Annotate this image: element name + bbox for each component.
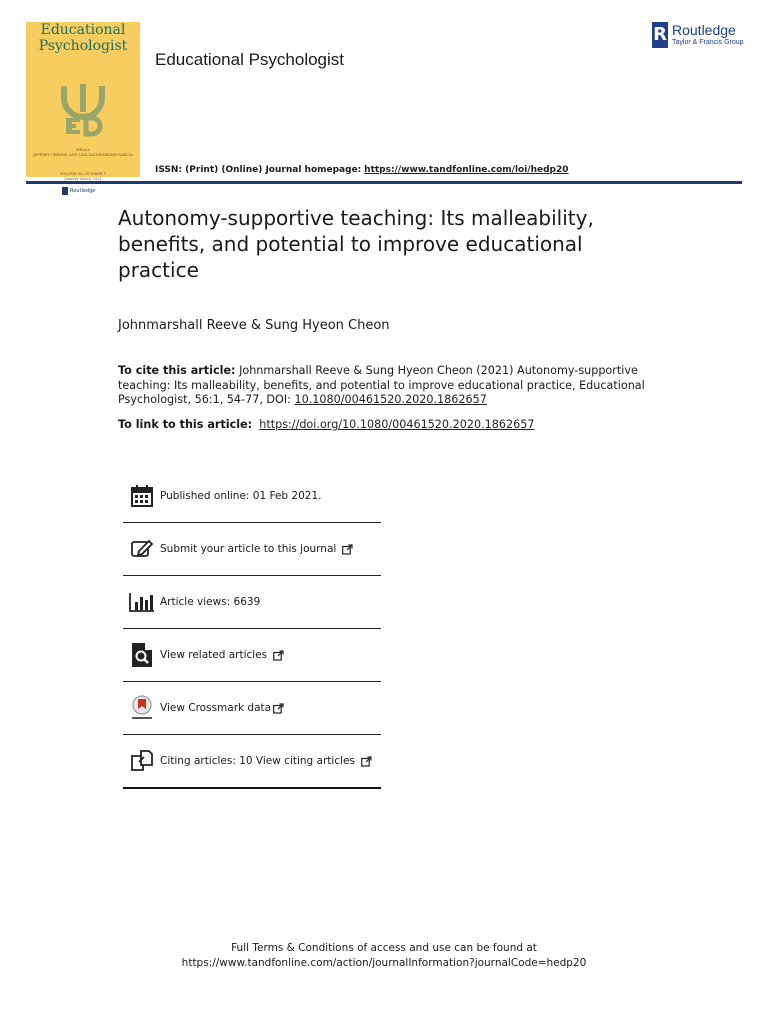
submit-article-row[interactable]	[123, 523, 381, 576]
article-title: Autonomy-supportive teaching: Its malleability, benefits, and potential to improve educational practice	[118, 206, 594, 282]
article-doi-link[interactable]: https://doi.org/10.1080/00461520.2020.1862657	[259, 418, 535, 431]
footer-terms-link[interactable]: https://www.tandfonline.com/action/journalInformation?journalCode=hedp20	[181, 956, 587, 969]
related-articles-row[interactable]	[123, 629, 381, 682]
psi-logo-icon	[56, 82, 110, 136]
citing-articles-row[interactable]	[123, 735, 381, 789]
cover-title	[26, 22, 140, 54]
routledge-logo-icon	[652, 22, 668, 48]
brand-name: Routledge	[672, 22, 736, 38]
crossmark-row[interactable]	[123, 682, 381, 735]
routledge-brand[interactable]	[652, 22, 744, 48]
cover-issue: VOLUME 56, NUMBER 1 January-March 2021	[59, 172, 107, 181]
citing-articles-icon	[127, 746, 157, 776]
link-label: To link to this article:	[118, 418, 253, 431]
published-online-row	[123, 470, 381, 523]
external-link-icon	[361, 756, 372, 767]
routledge-logo-letter: R	[653, 24, 667, 45]
edit-icon	[127, 534, 157, 564]
published-online-text: Published online: 01 Feb 2021.	[160, 490, 322, 502]
article-views-row	[123, 576, 381, 629]
external-link-icon	[273, 703, 284, 714]
article-views-text: Article views: 6639	[160, 596, 261, 608]
brand-subtitle: Taylor & Francis Group	[672, 39, 744, 46]
cite-doi-link[interactable]: 10.1080/00461520.2020.1862657	[294, 393, 487, 406]
article-authors: Johnmarshall Reeve & Sung Hyeon Cheon	[118, 318, 390, 333]
search-document-icon	[127, 640, 157, 670]
cover-routledge-icon	[62, 187, 68, 195]
article-link-block	[118, 418, 658, 432]
cover-publisher	[62, 186, 95, 196]
header-divider	[26, 181, 742, 184]
cover-title-line1: Educational	[40, 22, 126, 38]
cite-text: Johnmarshall Reeve & Sung Hyeon Cheon (2021) Autonomy-supportive teaching: Its malleability, benefits, and potential to improve educational practice, Educational Psychologist, 56:1, 54-77, DOI:	[118, 364, 645, 406]
journal-homepage-link[interactable]: https://www.tandfonline.com/loi/hedp20	[364, 165, 569, 175]
cover-publisher-label: Routledge	[70, 188, 96, 194]
bar-chart-icon	[127, 587, 157, 617]
issn-line	[155, 165, 569, 175]
calendar-icon	[127, 481, 157, 511]
cite-label: To cite this article:	[118, 364, 236, 377]
citation-block	[118, 364, 658, 408]
related-articles-link[interactable]: View related articles	[160, 649, 268, 661]
citing-articles-link[interactable]: Citing articles: 10 View citing articles	[160, 755, 355, 767]
cover-title-line2: Psychologist	[38, 38, 128, 54]
crossmark-icon	[127, 693, 157, 723]
issn-label: ISSN: (Print) (Online) Journal homepage:	[155, 165, 362, 175]
article-info-list	[123, 470, 381, 789]
crossmark-link[interactable]: View Crossmark data	[160, 702, 272, 714]
cover-editors: Editors JEFFREY GREENE AND LISA LINNENBRINK-GARCIA	[33, 148, 133, 157]
submit-article-link[interactable]: Submit your article to this journal	[160, 543, 337, 555]
footer-line1: Full Terms & Conditions of access and use can be found at	[231, 942, 537, 954]
footer-terms	[0, 941, 768, 970]
journal-name: Educational Psychologist	[155, 50, 345, 69]
external-link-icon	[342, 544, 353, 555]
external-link-icon	[273, 650, 284, 661]
journal-cover	[26, 22, 140, 194]
